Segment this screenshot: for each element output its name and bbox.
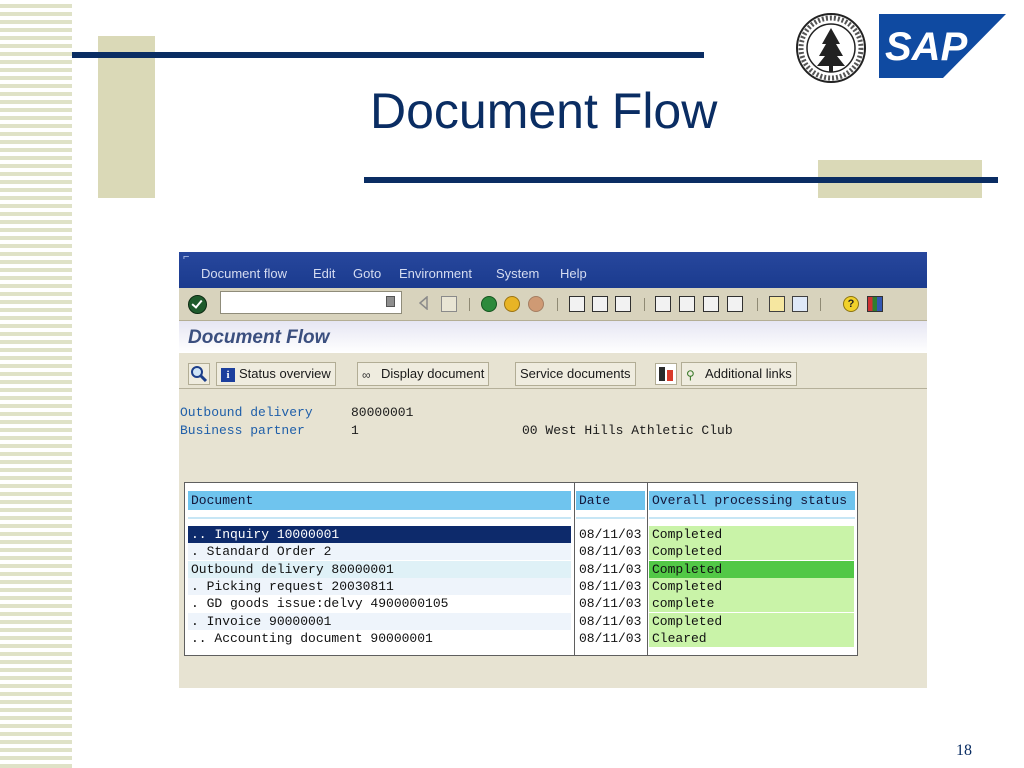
- table-row[interactable]: [185, 613, 857, 630]
- toolbar-separator: [644, 298, 645, 311]
- status-cell[interactable]: Completed: [649, 526, 854, 543]
- column-header-date[interactable]: Date: [576, 491, 645, 510]
- toolbar-separator: [469, 298, 470, 311]
- command-field[interactable]: [220, 291, 402, 314]
- document-cell[interactable]: . Invoice 90000001: [188, 613, 571, 630]
- sap-logo: [879, 14, 1006, 78]
- column-header-document[interactable]: Document: [188, 491, 571, 510]
- print-icon[interactable]: [569, 296, 585, 312]
- table-row[interactable]: [185, 630, 857, 647]
- decorative-block-left: [98, 36, 155, 198]
- command-history-icon[interactable]: [386, 296, 395, 307]
- business-partner-label: Business partner: [180, 423, 305, 438]
- date-cell[interactable]: 08/11/03: [579, 613, 642, 629]
- decorative-rule-top: [72, 52, 704, 58]
- shortcut-icon[interactable]: [792, 296, 808, 312]
- document-cell[interactable]: .. Accounting document 90000001: [188, 630, 571, 647]
- header-rule: [649, 517, 855, 519]
- magnifier-icon[interactable]: [188, 363, 210, 385]
- enter-icon[interactable]: [188, 295, 207, 314]
- find-icon[interactable]: [592, 296, 608, 312]
- toolbar-separator: [557, 298, 558, 311]
- document-list-icon[interactable]: [655, 363, 677, 385]
- glasses-icon: ∞: [362, 367, 371, 382]
- business-partner-value: 1: [351, 423, 359, 438]
- sap-window: [179, 252, 927, 688]
- outbound-delivery-label: Outbound delivery: [180, 405, 313, 420]
- decorative-rule-bottom: [364, 177, 998, 183]
- cancel-icon[interactable]: [528, 296, 544, 312]
- standard-toolbar: [179, 288, 927, 321]
- table-row[interactable]: [185, 561, 857, 578]
- next-page-icon[interactable]: [703, 296, 719, 312]
- header-rule: [576, 517, 645, 519]
- document-cell[interactable]: .. Inquiry 10000001: [188, 526, 571, 543]
- outbound-delivery-value: 80000001: [351, 405, 414, 420]
- menu-goto[interactable]: Goto: [353, 266, 382, 281]
- status-cell[interactable]: Completed: [649, 543, 854, 560]
- menu-environment[interactable]: Environment: [399, 266, 472, 281]
- menu-edit[interactable]: Edit: [313, 266, 336, 281]
- date-cell[interactable]: 08/11/03: [579, 596, 642, 612]
- display-document-button[interactable]: ∞ Display document: [357, 362, 489, 386]
- table-row[interactable]: [185, 595, 857, 612]
- decorative-stripes: [0, 0, 72, 768]
- find-next-icon[interactable]: [615, 296, 631, 312]
- status-overview-button[interactable]: i Status overview: [216, 362, 336, 386]
- date-cell[interactable]: 08/11/03: [579, 527, 642, 542]
- status-cell[interactable]: Completed: [649, 561, 854, 578]
- service-documents-button[interactable]: Service documents: [515, 362, 636, 386]
- document-cell[interactable]: Outbound delivery 80000001: [188, 561, 571, 578]
- slide-number: 18: [956, 742, 972, 759]
- table-row[interactable]: [185, 578, 857, 595]
- menu-help[interactable]: Help: [560, 266, 587, 281]
- system-menu-icon[interactable]: ⌐: [183, 252, 190, 263]
- application-toolbar: [179, 354, 927, 389]
- document-flow-tree: [184, 482, 858, 656]
- exit-icon[interactable]: [504, 296, 520, 312]
- business-partner-name: 00 West Hills Athletic Club: [522, 423, 733, 438]
- document-cell[interactable]: . Picking request 20030811: [188, 578, 571, 595]
- date-cell[interactable]: 08/11/03: [579, 578, 642, 594]
- toolbar-separator: [820, 298, 821, 311]
- create-session-icon[interactable]: [769, 296, 785, 312]
- menu-document-flow[interactable]: Document flow: [201, 266, 287, 281]
- screen-title: Document Flow: [188, 327, 330, 348]
- status-cell[interactable]: Completed: [649, 578, 854, 595]
- back-arrow-icon[interactable]: [419, 296, 428, 312]
- svg-text:SAP: SAP: [885, 25, 968, 69]
- column-header-status[interactable]: Overall processing status: [649, 491, 855, 510]
- table-row[interactable]: [185, 526, 857, 543]
- status-cell[interactable]: Cleared: [649, 630, 854, 647]
- layout-menu-icon[interactable]: [867, 296, 883, 312]
- date-cell[interactable]: 08/11/03: [579, 561, 642, 577]
- status-cell[interactable]: complete: [649, 595, 854, 612]
- save-icon[interactable]: [441, 296, 457, 312]
- slide-title: Document Flow: [370, 83, 718, 139]
- university-seal-icon: [795, 12, 867, 84]
- screen-title-bar: [179, 321, 927, 353]
- last-page-icon[interactable]: [727, 296, 743, 312]
- date-cell[interactable]: 08/11/03: [579, 544, 642, 560]
- previous-page-icon[interactable]: [679, 296, 695, 312]
- back-icon[interactable]: [481, 296, 497, 312]
- links-icon: ⚲: [686, 367, 695, 382]
- additional-links-button[interactable]: ⚲ Additional links: [681, 362, 797, 386]
- first-page-icon[interactable]: [655, 296, 671, 312]
- document-cell[interactable]: . Standard Order 2: [188, 543, 571, 560]
- header-rule: [188, 517, 571, 519]
- toolbar-separator: [757, 298, 758, 311]
- document-cell[interactable]: . GD goods issue:delvy 4900000105: [188, 595, 571, 612]
- info-icon: i: [221, 368, 235, 382]
- date-cell[interactable]: 08/11/03: [579, 630, 642, 646]
- menu-system[interactable]: System: [496, 266, 540, 281]
- status-cell[interactable]: Completed: [649, 613, 854, 630]
- table-row[interactable]: [185, 543, 857, 560]
- help-icon[interactable]: ?: [843, 296, 859, 312]
- menu-bar: [179, 252, 927, 288]
